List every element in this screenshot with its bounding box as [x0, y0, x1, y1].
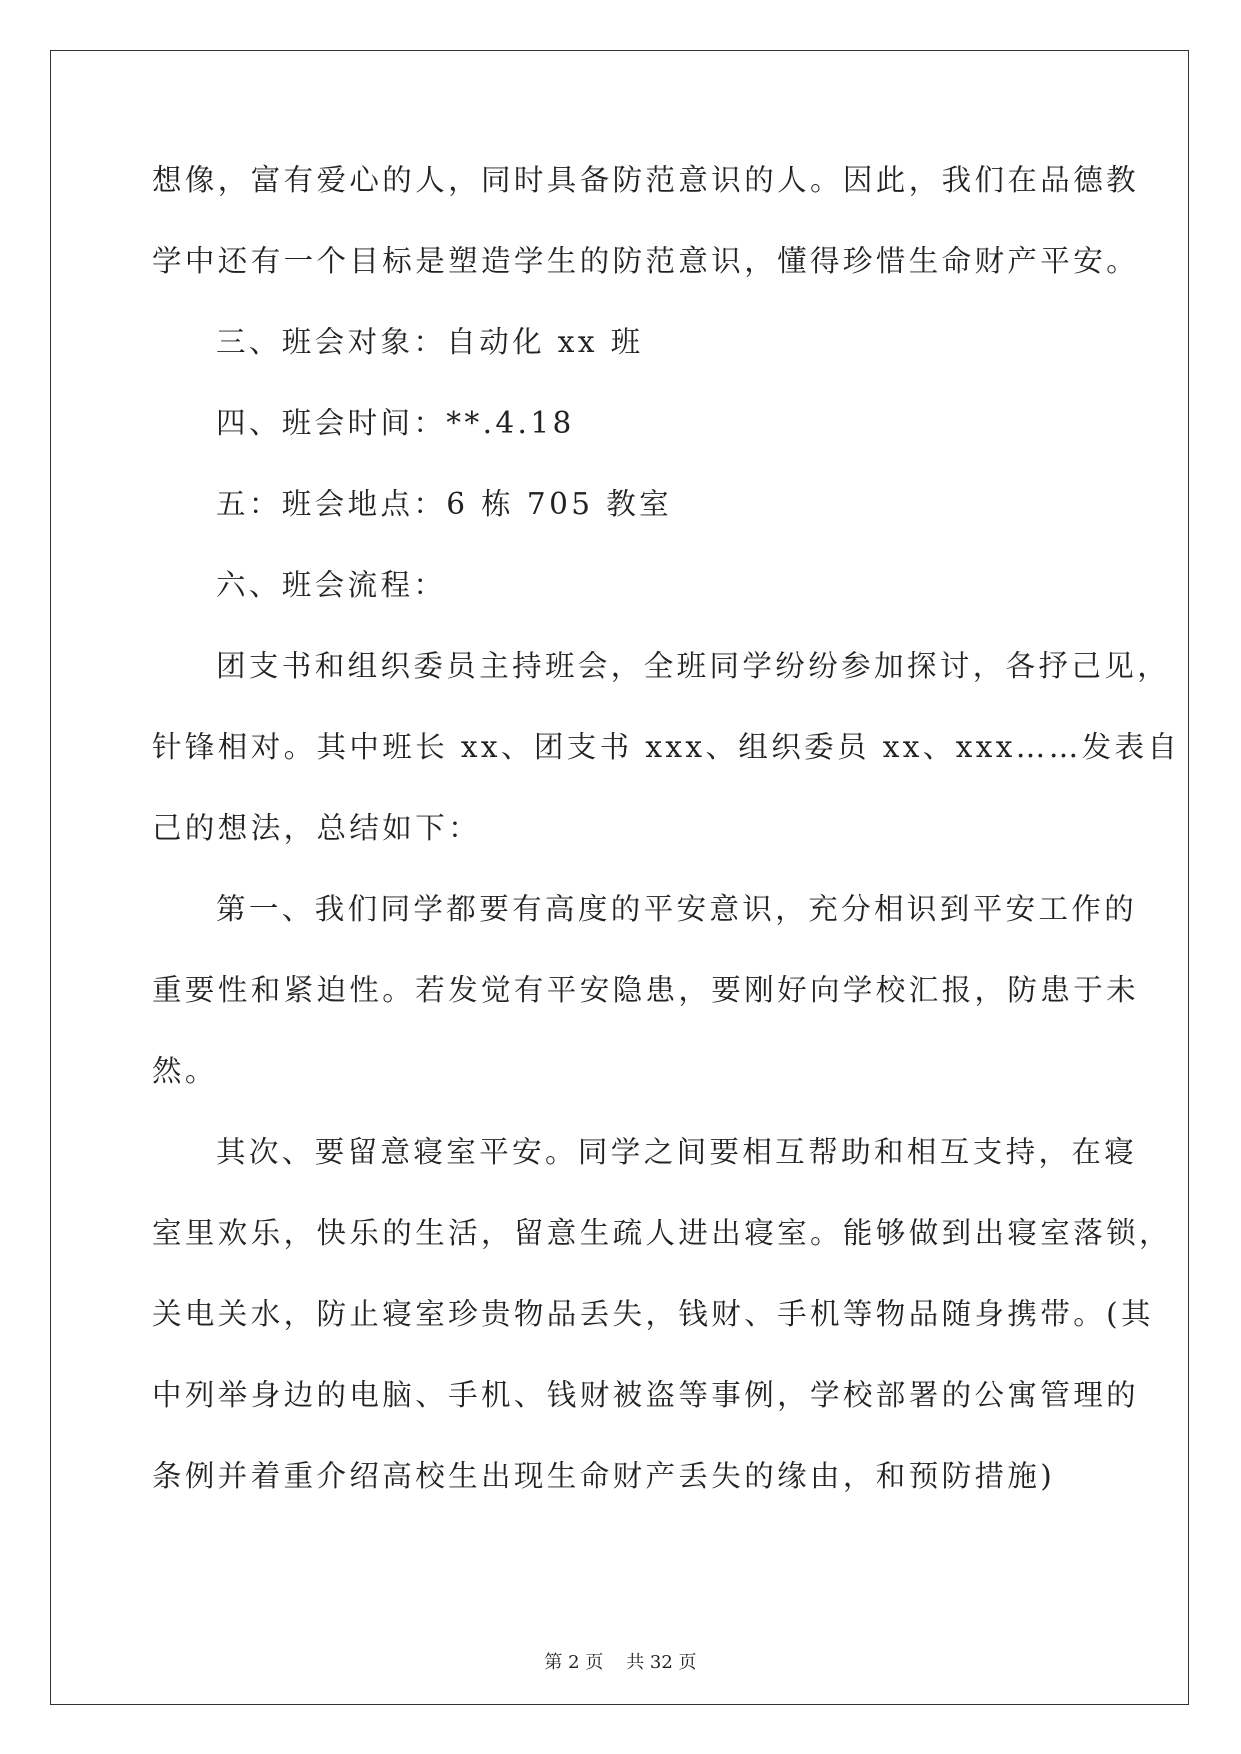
body-line: 条例并着重介绍高校生出现生命财产丢失的缘由，和预防措施) [152, 1459, 1056, 1493]
body-line: 中列举身边的电脑、手机、钱财被盗等事例，学校部署的公寓管理的 [152, 1378, 1140, 1412]
body-line: 学中还有一个目标是塑造学生的防范意识，懂得珍惜生命财产平安。 [152, 244, 1140, 278]
section-heading-process: 六、班会流程： [216, 568, 447, 602]
body-line: 想像，富有爱心的人，同时具备防范意识的人。因此，我们在品德教 [152, 163, 1140, 197]
section-heading-time: 四、班会时间：**.4.18 [216, 406, 575, 440]
body-line: 重要性和紧迫性。若发觉有平安隐患，要刚好向学校汇报，防患于未 [152, 973, 1140, 1007]
body-line: 关电关水，防止寝室珍贵物品丢失，钱财、手机等物品随身携带。(其 [152, 1297, 1154, 1331]
paragraph-start: 第一、我们同学都要有高度的平安意识，充分相识到平安工作的 [216, 892, 1138, 926]
body-line: 室里欢乐，快乐的生活，留意生疏人进出寝室。能够做到出寝室落锁， [152, 1216, 1172, 1250]
body-line: 己的想法，总结如下： [152, 811, 482, 845]
paragraph-start: 其次、要留意寝室平安。同学之间要相互帮助和相互支持，在寝 [216, 1135, 1138, 1169]
document-body [152, 160, 1181, 1537]
section-heading-audience: 三、班会对象：自动化 xx 班 [216, 325, 644, 359]
section-heading-location: 五：班会地点：6 栋 705 教室 [216, 487, 673, 521]
body-line: 针锋相对。其中班长 xx、团支书 xxx、组织委员 xx、xxx……发表自 [152, 730, 1181, 764]
page-number-footer: 第 2 页 共 32 页 [544, 1652, 697, 1673]
body-line: 然。 [152, 1054, 218, 1088]
paragraph-start: 团支书和组织委员主持班会，全班同学纷纷参加探讨，各抒己见， [216, 649, 1171, 683]
